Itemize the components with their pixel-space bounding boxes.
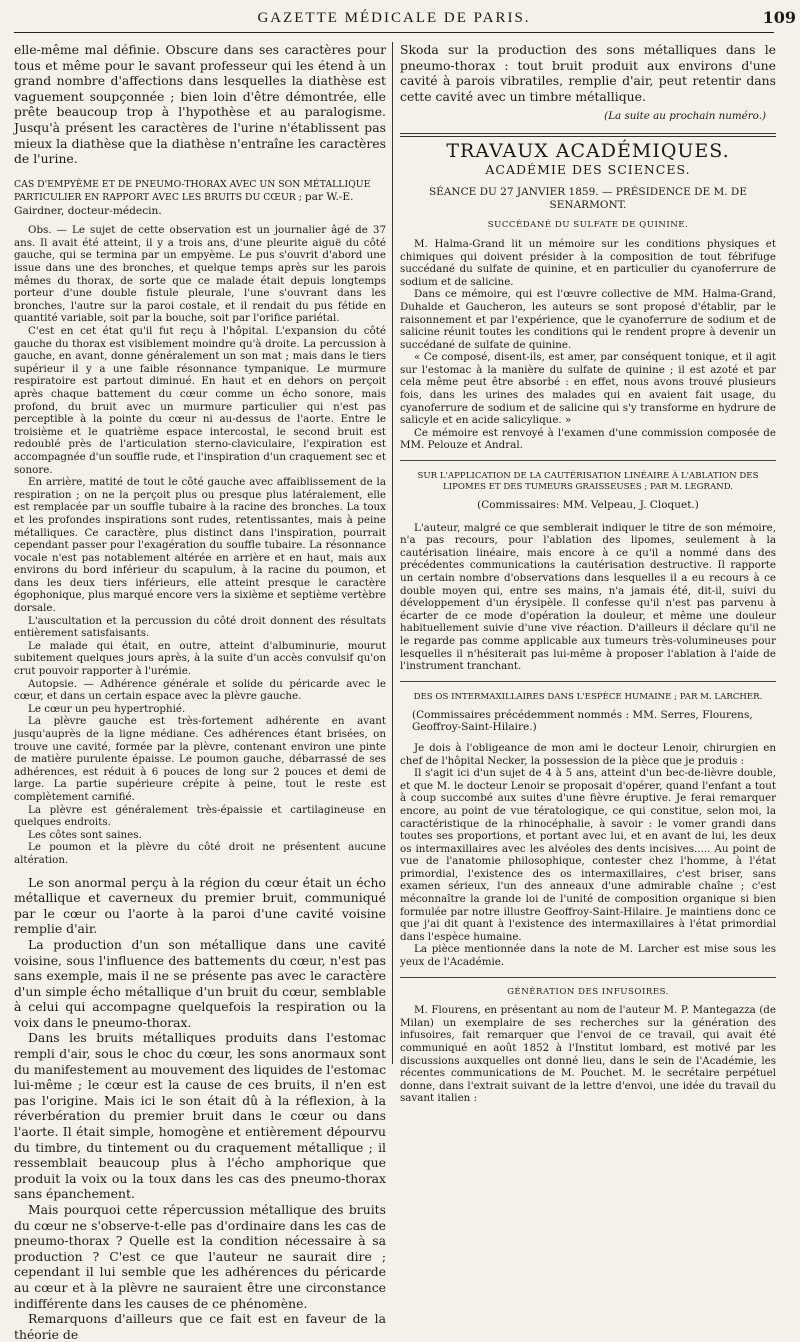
- page-number: 109: [762, 8, 796, 27]
- obs-paragraph: C'est en cet état qu'il fut reçu à l'hôpital. L'expansion du côté gauche du thorax est visiblement moindre qu'à droite. La percussion à gauche, en avant, donne généralement un son mat ; mais dans le tiers supérieur il y a une faible résonnance tympanique. Le murmure respiratoire est partout diminué. En haut et en dehors on perçoit après chaque battement du cœur comme un écho sonore, mais profond, du bruit avec un murmure particulier qui n'est pas perceptible à la pointe du cœur ni au-dessus de l'aorte. Entre le troisième et le quatrième espace intercostal, le second bruit est redoublé près de l'articulation sterno-claviculaire, l'expiration est accompagnée d'un souffle rude, et l'inspiration d'un craquement sec et sonore.: [14, 325, 386, 476]
- os-paragraph: La pièce mentionnée dans la note de M. Larcher est mise sous les yeux de l'Académie.: [400, 943, 776, 969]
- os-commissaires: (Commissaires précédemment nommés : MM. Serres, Flourens, Geoffroy-Saint-Hilaire.): [412, 708, 753, 734]
- quinine-paragraph: M. Halma-Grand lit un mémoire sur les conditions physiques et chimiques qui doivent présider à la composition de tout fébrifuge succédané du sulfate de quinine, et en particulier du cyanoferrure de sodium et de salicine.: [400, 237, 776, 288]
- right-column: [400, 42, 776, 1105]
- academy-title: ACADÉMIE DES SCIENCES.: [485, 161, 691, 177]
- lipomes-title: SUR L'APPLICATION DE LA CAUTÉRISATION LINÉAIRE À L'ABLATION DES LIPOMES ET DES TUMEURS GRAISSEUSES ; PAR M. LEGRAND.: [417, 471, 759, 493]
- page-header: [14, 6, 796, 33]
- section-rule: [400, 133, 776, 137]
- separator-rule: [400, 977, 776, 978]
- infusoires-title: GÉNÉRATION DES INFUSOIRES.: [507, 986, 669, 997]
- lipomes-paragraph: L'auteur, malgré ce que semblerait indiquer le titre de son mémoire, n'a pas recours, pour l'ablation des lipomes, seulement à la cautérisation linéaire, mais encore à ce qu'il a nommé dans des précédentes communications la cautérisation destructive. Il rapporte un certain nombre d'observations dans lesquelles il a eu recours à ce double moyen qui, entre ses mains, n'a jamais été, dit-il, suivi du développement d'un érysipèle. Il confesse qu'il n'est pas parvenu à écarter de ce mode d'opération la douleur, et même une douleur habituellement suivie d'une vive réaction. D'ailleurs il déclare qu'il ne le regarde pas comme applicable aux tumeurs très-volumineuses pour lesquelles il n'hésiterait pas lui-même à proposer l'ablation à l'aide de l'instrument tranchant.: [400, 521, 776, 673]
- obs-paragraph: En arrière, matité de tout le côté gauche avec affaiblissement de la respiration ; on ne la perçoit plus ou presque plus latéralement, elle est remplacée par un souffle tubaire à la racine des bronches. La toux et les profondes inspirations sont rudes, retentissantes, mais à peine métalliques. Ce caractère, plus distinct dans l'inspiration, pourrait cependant passer pour l'exagération du souffle tubaire. La résonnance vocale n'est pas notablement altérée en arrière et en haut, mais aux environs du bord inférieur du scapulum, à la racine du poumon, et dans les deux tiers inférieurs, elle atteint presque le caractère égophonique, plus marqué encore vers la sixième et septième vertèbre dorsale.: [14, 476, 386, 615]
- running-title: GAZETTE MÉDICALE DE PARIS.: [257, 10, 531, 26]
- discussion-paragraph: Remarquons d'ailleurs que ce fait est en faveur de la théorie de: [14, 1311, 386, 1342]
- lipomes-commissaires: (Commissaires: MM. Velpeau, J. Cloquet.): [477, 499, 699, 512]
- quinine-paragraph: « Ce composé, disent-ils, est amer, par conséquent tonique, et il agit sur l'estomac à la manière du sulfate de quinine ; il est azoté et par cela même peut être absorbé : en effet, nous avons trouvé plusieurs fois, dans les urines des malades qui en avaient fait usage, du cyanoferrure de sodium et de salicine qui s'y transforme en hydrure de salicyle et en acide salicylique. »: [400, 351, 776, 427]
- obs-paragraph: L'auscultation et la percussion du côté droit donnent des résultats entièrement satisfaisants.: [14, 614, 386, 640]
- infusoires-paragraph: M. Flourens, en présentant au nom de l'auteur M. P. Mantegazza (de Milan) un exemplaire de ses recherches sur la génération des infusoires, fait remarquer que l'envoi de ce travail, qui avait été communiqué en août 1852 à l'Institut lombard, est motivé par les discussions auxquelles ont donné lieu, dans le sein de l'Académie, les récentes communications de M. Pouchet. M. le secrétaire perpétuel donne, dans l'extrait suivant de la lettre d'envoi, une idée du travail du savant italien :: [400, 1004, 776, 1105]
- intro-paragraph: elle-même mal définie. Obscure dans ses caractères pour tous et même pour le savant professeur qui les étend à un grand nombre d'affections dans lesquelles la diathèse est vaguement soupçonnée ; bien loin d'être démontrée, elle prête beaucoup trop à l'hypothèse et au paralogisme. Jusqu'à présent les caractères de l'urine n'établissent pas mieux la diathèse que la diathèse n'entraîne les caractères de l'urine.: [14, 42, 386, 167]
- seance-line: SÉANCE DU 27 JANVIER 1859. — PRÉSIDENCE DE M. DE SENARMONT.: [428, 186, 748, 211]
- autopsie-paragraph: Le poumon et la plèvre du côté droit ne présentent aucune altération.: [14, 841, 386, 866]
- separator-rule: [400, 460, 776, 461]
- quinine-paragraph: Ce mémoire est renvoyé à l'examen d'une commission composée de MM. Pelouze et Andral.: [400, 426, 776, 452]
- obs-paragraph: Obs. — Le sujet de cette observation est un journalier âgé de 37 ans. Il avait été atteint, il y a trois ans, d'une pleurite aiguë du côté gauche, qui se termina par un empyème. Le pus s'ouvrit d'abord une issue dans une des bronches, et quelque temps après sur les parois mêmes du thorax, de sorte que ce malade était depuis longtemps porteur d'une double fistule pleurale, l'une s'ouvrant dans les bronches, l'autre sur la paroi costale, et il rendait du pus fétide en quantité variable, soit par la bouche, soit par l'orifice pariétal.: [14, 224, 386, 325]
- autopsie-paragraph: La plèvre est généralement très-épaissie et cartilagineuse en quelques endroits.: [14, 803, 386, 829]
- quinine-paragraph: Dans ce mémoire, qui est l'œuvre collective de MM. Halma-Grand, Duhalde et Gaucheron, les auteurs se sont proposé d'établir, par le raisonnement et par l'expérience, que le cyanoferrure de sodium et de salicine réunit toutes les conditions qui le rendent propre à devenir un succédané de sulfate de quinine.: [400, 288, 776, 351]
- autopsie-paragraph: Le cœur un peu hypertrophié.: [28, 702, 186, 715]
- os-title: DES OS INTERMAXILLAIRES DANS L'ESPÈCE HUMAINE ; PAR M. LARCHER.: [413, 691, 763, 702]
- autopsie-paragraph: Les côtes sont saines.: [28, 828, 142, 841]
- obs-paragraph: Le malade qui était, en outre, atteint d'albuminurie, mourut subitement quelques jours après, à la suite d'un accès convulsif qu'on crut pouvoir rapporter à l'urémie.: [14, 639, 386, 678]
- separator-rule: [400, 681, 776, 682]
- section-title: TRAVAUX ACADÉMIQUES.: [446, 139, 730, 162]
- continuation-paragraph: Skoda sur la production des sons métalliques dans le pneumo-thorax : tout bruit produit aux environs d'une cavité à parois vibratiles, remplie d'air, peut retentir dans cette cavité avec un timbre métallique.: [400, 42, 776, 104]
- article-title-text: CAS D'EMPYÈME ET DE PNEUMO-THORAX AVEC UN SON MÉTALLIQUE PARTICULIER EN RAPPORT AVEC LES BRUITS DU CŒUR ;: [14, 178, 371, 204]
- autopsie-paragraph: La plèvre gauche est très-fortement adhérente en avant jusqu'auprès de la ligne médiane. Ces adhérences étant brisées, on trouve une cavité, formée par la plèvre, contenant environ une pinte de matière purulente épaisse. Le poumon gauche, débarrassé de ses adhérences, est réduit à 6 pouces de long sur 2 pouces et demi de large. La partie supérieure crépite à peine, tout le reste est complètement carnifié.: [14, 715, 386, 803]
- os-paragraph: Il s'agit ici d'un sujet de 4 à 5 ans, atteint d'un bec-de-lièvre double, et que M. le docteur Lenoir se proposait d'opérer, quand l'enfant a tout à coup succombé aux suites d'une fièvre éruptive. Je ferai remarquer encore, au point de vue tératologique, ce qui constitue, selon moi, la caractéristique de la rhinocéphalie, à savoir : le vomer grandi dans toutes ses proportions, et portant avec lui, et en avant de lui, les deux os intermaxillaires avec les alvéoles des dents incisives..... Au point de vue de l'anatomie philosophique, contester chez l'homme, à l'état primordial, l'existence des os intermaxillaires, c'est briser, sans examen sérieux, l'un des anneaux d'une admirable chaîne ; c'est méconnaître la grande loi de l'unité de composition organique si bien formulée par notre illustre Geoffroy-Saint-Hilaire. Je maintiens donc ce que j'ai dit quant à l'existence des intermaxillaires à l'état primordial dans l'espèce humaine.: [400, 767, 776, 943]
- os-paragraph: Je dois à l'obligeance de mon ami le docteur Lenoir, chirurgien en chef de l'hôpital Necker, la possession de la pièce que je produis :: [400, 741, 776, 767]
- discussion-paragraph: Le son anormal perçu à la région du cœur était un écho métallique et caverneux du premier bruit, communiqué par le cœur ou l'aorte à la paroi d'une cavité voisine remplie d'air.: [14, 874, 386, 937]
- discussion-paragraph: La production d'un son métallique dans une cavité voisine, sous l'influence des battements du cœur, n'est pas sans exemple, mais il ne se présente pas avec le caractère d'un simple écho métallique d'un bruit du cœur, semblable à celui qui accompagne quelquefois la respiration ou la voix dans le pneumo-thorax.: [14, 936, 386, 1030]
- column-divider: [392, 42, 393, 1064]
- discussion-paragraph: Mais pourquoi cette répercussion métallique des bruits du cœur ne s'observe-t-elle pas d'ordinaire dans les cas de pneumo-thorax ? Quelle est la condition nécessaire à sa production ? C'est ce que l'auteur ne saurait dire ; cependant il lui semble que les adhérences du péricarde au cœur et à la plèvre ne sauraient être une circonstance indifférente dans les causes de ce phénomène.: [14, 1202, 386, 1311]
- article-title: [14, 179, 386, 219]
- left-column: [14, 42, 386, 1342]
- autopsie-paragraph: Autopsie. — Adhérence générale et solide du péricarde avec le cœur, et dans un certain espace avec la plèvre gauche.: [14, 677, 386, 703]
- quinine-title: SUCCÉDANÉ DU SULFATE DE QUININE.: [487, 220, 689, 231]
- to-be-continued: (La suite au prochain numéro.): [604, 110, 766, 123]
- article-author: par W.-E. Gairdner, docteur-médecin.: [14, 191, 354, 217]
- discussion-paragraph: Dans les bruits métalliques produits dans l'estomac rempli d'air, sous le choc du cœur, les sons anormaux sont du manifestement au mouvement des liquides de l'estomac lui-même ; le cœur est la cause de ces bruits, il n'en est pas l'origine. Mais ici le son était dû à la réflexion, à la réverbération du premier bruit dans le cœur ou dans l'aorte. Il était simple, homogène et entièrement dépourvu du timbre, du tintement ou du craquement métallique ; il ressemblait beaucoup plus à l'écho amphorique que produit la voix ou la toux dans les cas des pneumo-thorax sans épanchement.: [14, 1030, 387, 1202]
